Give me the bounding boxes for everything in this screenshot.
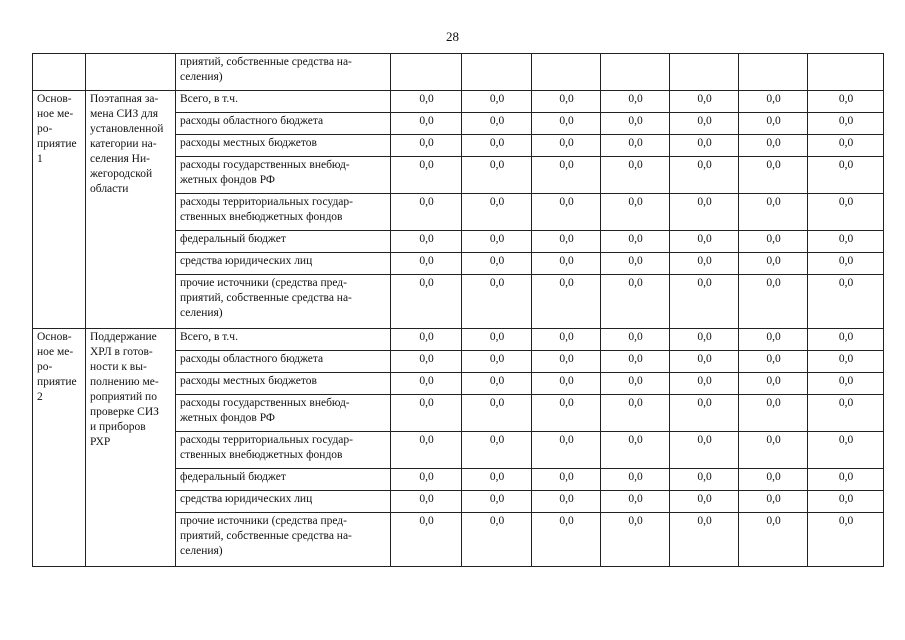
value-cell: 0,0 [462, 231, 532, 253]
value-cell: 0,0 [532, 395, 601, 432]
value-cell: 0,0 [391, 135, 462, 157]
funding-source-cell: расходы государственных внебюд- жетных фондов РФ [176, 395, 391, 432]
value-cell: 0,0 [532, 469, 601, 491]
value-cell: 0,0 [532, 91, 601, 113]
value-cell: 0,0 [462, 113, 532, 135]
value-cell: 0,0 [462, 194, 532, 231]
value-cell: 0,0 [808, 491, 884, 513]
value-cell: 0,0 [670, 275, 739, 329]
value-cell: 0,0 [601, 253, 670, 275]
value-cell: 0,0 [808, 157, 884, 194]
value-cell: 0,0 [532, 275, 601, 329]
value-cell: 0,0 [739, 231, 808, 253]
value-cell: 0,0 [391, 275, 462, 329]
continuation-row [33, 54, 884, 91]
value-cell: 0,0 [391, 395, 462, 432]
page-number: 28 [446, 29, 459, 44]
activity-label: Основ- ное ме- ро- приятие 2 [33, 329, 86, 567]
value-cell: 0,0 [739, 329, 808, 351]
value-cell: 0,0 [391, 157, 462, 194]
value-cell: 0,0 [601, 491, 670, 513]
value-cell: 0,0 [808, 432, 884, 469]
value-cell: 0,0 [808, 329, 884, 351]
value-cell: 0,0 [670, 135, 739, 157]
value-cell: 0,0 [808, 135, 884, 157]
funding-table [32, 53, 884, 567]
funding-source-cell: расходы областного бюджета [176, 113, 391, 135]
value-cell: 0,0 [670, 491, 739, 513]
table-row [33, 91, 884, 113]
value-cell: 0,0 [391, 194, 462, 231]
value-cell: 0,0 [670, 91, 739, 113]
value-cell: 0,0 [532, 373, 601, 395]
value-cell: 0,0 [808, 513, 884, 567]
value-cell: 0,0 [601, 432, 670, 469]
value-cell: 0,0 [808, 395, 884, 432]
value-cell: 0,0 [601, 194, 670, 231]
value-cell: 0,0 [808, 469, 884, 491]
value-cell: 0,0 [601, 113, 670, 135]
value-cell: 0,0 [808, 113, 884, 135]
value-cell: 0,0 [601, 395, 670, 432]
value-cell: 0,0 [670, 395, 739, 432]
activity-label: Основ- ное ме- ро- приятие 1 [33, 91, 86, 329]
value-cell: 0,0 [391, 253, 462, 275]
value-cell: 0,0 [670, 329, 739, 351]
value-cell: 0,0 [808, 275, 884, 329]
funding-source-cell: расходы территориальных государ- ственных внебюджетных фондов [176, 194, 391, 231]
value-cell: 0,0 [739, 157, 808, 194]
value-cell: 0,0 [601, 329, 670, 351]
value-cell: 0,0 [670, 432, 739, 469]
funding-source-cell: Всего, в т.ч. [176, 91, 391, 113]
value-cell: 0,0 [670, 469, 739, 491]
value-cell: 0,0 [808, 253, 884, 275]
value-cell: 0,0 [532, 432, 601, 469]
value-cell: 0,0 [808, 351, 884, 373]
table-row [33, 329, 884, 351]
value-cell: 0,0 [532, 157, 601, 194]
value-cell: 0,0 [808, 231, 884, 253]
value-cell: 0,0 [670, 231, 739, 253]
value-cell: 0,0 [462, 395, 532, 432]
value-cell-empty [462, 54, 532, 91]
value-cell: 0,0 [391, 113, 462, 135]
value-cell: 0,0 [391, 91, 462, 113]
name-cell-empty [86, 54, 176, 91]
funding-source-cell: Всего, в т.ч. [176, 329, 391, 351]
value-cell: 0,0 [532, 491, 601, 513]
value-cell: 0,0 [391, 373, 462, 395]
value-cell: 0,0 [601, 373, 670, 395]
value-cell: 0,0 [739, 113, 808, 135]
funding-source-cell: приятий, собственные средства на- селения) [176, 54, 391, 91]
value-cell: 0,0 [670, 157, 739, 194]
value-cell: 0,0 [739, 373, 808, 395]
value-cell: 0,0 [739, 351, 808, 373]
funding-source-cell: расходы местных бюджетов [176, 373, 391, 395]
value-cell: 0,0 [808, 194, 884, 231]
value-cell: 0,0 [462, 432, 532, 469]
funding-source-cell: прочие источники (средства пред- приятий, собственные средства на- селения) [176, 513, 391, 567]
value-cell: 0,0 [739, 469, 808, 491]
value-cell: 0,0 [670, 513, 739, 567]
value-cell: 0,0 [739, 491, 808, 513]
value-cell-empty [601, 54, 670, 91]
value-cell: 0,0 [462, 513, 532, 567]
value-cell: 0,0 [462, 491, 532, 513]
value-cell: 0,0 [670, 113, 739, 135]
value-cell: 0,0 [391, 231, 462, 253]
value-cell: 0,0 [532, 194, 601, 231]
value-cell-empty [391, 54, 462, 91]
value-cell: 0,0 [462, 157, 532, 194]
funding-source-cell: расходы государственных внебюд- жетных фондов РФ [176, 157, 391, 194]
value-cell: 0,0 [391, 432, 462, 469]
value-cell-empty [670, 54, 739, 91]
value-cell: 0,0 [462, 135, 532, 157]
value-cell-empty [739, 54, 808, 91]
value-cell: 0,0 [808, 373, 884, 395]
value-cell: 0,0 [739, 91, 808, 113]
value-cell: 0,0 [391, 329, 462, 351]
value-cell: 0,0 [532, 513, 601, 567]
value-cell: 0,0 [601, 231, 670, 253]
value-cell: 0,0 [601, 157, 670, 194]
value-cell: 0,0 [739, 135, 808, 157]
value-cell: 0,0 [739, 253, 808, 275]
value-cell: 0,0 [391, 351, 462, 373]
value-cell: 0,0 [391, 491, 462, 513]
activity-name: Поддержание ХРЛ в готов- ности к вы- полнению ме- роприятий по проверке СИЗ и приборов РХР [86, 329, 176, 567]
value-cell: 0,0 [462, 351, 532, 373]
value-cell: 0,0 [808, 91, 884, 113]
funding-source-cell: прочие источники (средства пред- приятий, собственные средства на- селения) [176, 275, 391, 329]
value-cell-empty [808, 54, 884, 91]
value-cell: 0,0 [532, 253, 601, 275]
value-cell: 0,0 [532, 329, 601, 351]
value-cell: 0,0 [601, 275, 670, 329]
value-cell: 0,0 [532, 231, 601, 253]
funding-source-cell: расходы местных бюджетов [176, 135, 391, 157]
value-cell: 0,0 [462, 253, 532, 275]
value-cell: 0,0 [670, 373, 739, 395]
value-cell: 0,0 [739, 513, 808, 567]
activity-cell-empty [33, 54, 86, 91]
value-cell: 0,0 [601, 351, 670, 373]
value-cell: 0,0 [670, 194, 739, 231]
value-cell: 0,0 [739, 194, 808, 231]
value-cell: 0,0 [462, 469, 532, 491]
value-cell: 0,0 [601, 91, 670, 113]
value-cell-empty [532, 54, 601, 91]
value-cell: 0,0 [532, 351, 601, 373]
funding-source-cell: федеральный бюджет [176, 231, 391, 253]
value-cell: 0,0 [462, 91, 532, 113]
funding-source-cell: средства юридических лиц [176, 491, 391, 513]
activity-name: Поэтапная за- мена СИЗ для установленной категории на- селения Ни- жегородской области [86, 91, 176, 329]
funding-source-cell: расходы территориальных государ- ственных внебюджетных фондов [176, 432, 391, 469]
value-cell: 0,0 [739, 275, 808, 329]
value-cell: 0,0 [532, 113, 601, 135]
value-cell: 0,0 [670, 253, 739, 275]
value-cell: 0,0 [670, 351, 739, 373]
funding-source-cell: федеральный бюджет [176, 469, 391, 491]
value-cell: 0,0 [601, 469, 670, 491]
value-cell: 0,0 [601, 513, 670, 567]
funding-source-cell: расходы областного бюджета [176, 351, 391, 373]
value-cell: 0,0 [462, 329, 532, 351]
value-cell: 0,0 [462, 373, 532, 395]
value-cell: 0,0 [532, 135, 601, 157]
value-cell: 0,0 [739, 432, 808, 469]
value-cell: 0,0 [601, 135, 670, 157]
value-cell: 0,0 [462, 275, 532, 329]
value-cell: 0,0 [739, 395, 808, 432]
value-cell: 0,0 [391, 469, 462, 491]
funding-source-cell: средства юридических лиц [176, 253, 391, 275]
value-cell: 0,0 [391, 513, 462, 567]
